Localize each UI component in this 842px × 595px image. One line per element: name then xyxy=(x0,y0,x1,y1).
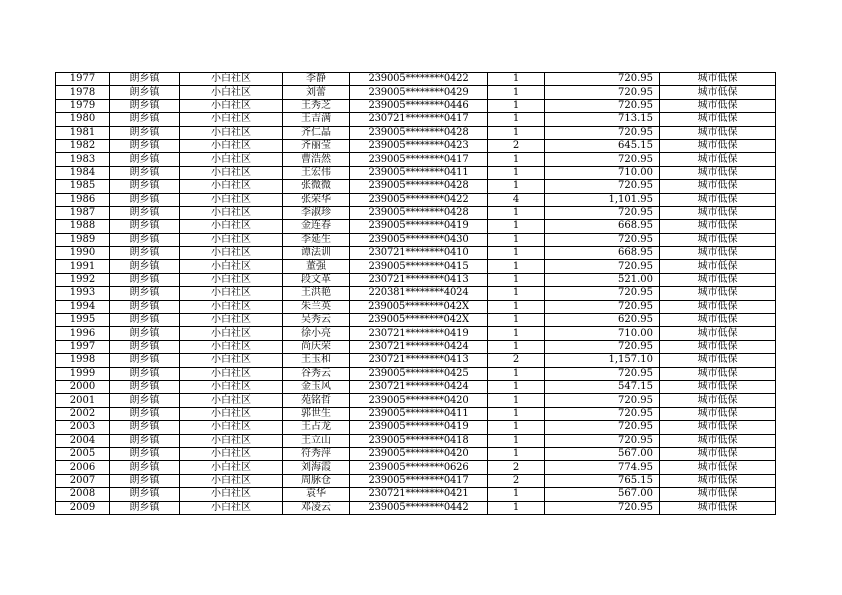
category-cell: 城市低保 xyxy=(660,407,776,420)
category-cell: 城市低保 xyxy=(660,314,776,327)
table-row xyxy=(56,434,776,447)
id-number-cell: 239005********0417 xyxy=(350,474,488,487)
community-cell: 小白社区 xyxy=(180,73,283,86)
name-cell: 尚庆荣 xyxy=(283,340,350,353)
household-size-cell: 1 xyxy=(488,153,545,166)
category-cell: 城市低保 xyxy=(660,394,776,407)
table-row xyxy=(56,99,776,112)
table-row xyxy=(56,113,776,126)
row-number: 2007 xyxy=(56,474,110,487)
name-cell: 王宏伟 xyxy=(283,166,350,179)
name-cell: 王秀芝 xyxy=(283,99,350,112)
town-cell: 朗乡镇 xyxy=(110,73,180,86)
town-cell: 朗乡镇 xyxy=(110,287,180,300)
name-cell: 王洪艳 xyxy=(283,287,350,300)
amount-cell: 720.95 xyxy=(545,434,660,447)
community-cell: 小白社区 xyxy=(180,260,283,273)
household-size-cell: 1 xyxy=(488,273,545,286)
town-cell: 朗乡镇 xyxy=(110,474,180,487)
table-row xyxy=(56,421,776,434)
table-row xyxy=(56,501,776,514)
community-cell: 小白社区 xyxy=(180,273,283,286)
town-cell: 朗乡镇 xyxy=(110,421,180,434)
amount-cell: 1,101.95 xyxy=(545,193,660,206)
id-number-cell: 239005********0422 xyxy=(350,73,488,86)
amount-cell: 774.95 xyxy=(545,461,660,474)
table-row xyxy=(56,139,776,152)
community-cell: 小白社区 xyxy=(180,434,283,447)
id-number-cell: 239005********0415 xyxy=(350,260,488,273)
community-cell: 小白社区 xyxy=(180,233,283,246)
id-number-cell: 239005********0419 xyxy=(350,421,488,434)
amount-cell: 720.95 xyxy=(545,233,660,246)
name-cell: 张微微 xyxy=(283,180,350,193)
amount-cell: 720.95 xyxy=(545,153,660,166)
category-cell: 城市低保 xyxy=(660,260,776,273)
community-cell: 小白社区 xyxy=(180,367,283,380)
table-row xyxy=(56,153,776,166)
category-cell: 城市低保 xyxy=(660,447,776,460)
household-size-cell: 1 xyxy=(488,180,545,193)
household-size-cell: 1 xyxy=(488,340,545,353)
town-cell: 朗乡镇 xyxy=(110,300,180,313)
row-number: 1998 xyxy=(56,354,110,367)
row-number: 2001 xyxy=(56,394,110,407)
household-size-cell: 1 xyxy=(488,434,545,447)
town-cell: 朗乡镇 xyxy=(110,273,180,286)
town-cell: 朗乡镇 xyxy=(110,380,180,393)
town-cell: 朗乡镇 xyxy=(110,206,180,219)
row-number: 2008 xyxy=(56,488,110,501)
town-cell: 朗乡镇 xyxy=(110,86,180,99)
id-number-cell: 220381********4024 xyxy=(350,287,488,300)
community-cell: 小白社区 xyxy=(180,461,283,474)
table-row xyxy=(56,394,776,407)
row-number: 2003 xyxy=(56,421,110,434)
household-size-cell: 1 xyxy=(488,86,545,99)
name-cell: 谭法训 xyxy=(283,247,350,260)
table-row xyxy=(56,474,776,487)
community-cell: 小白社区 xyxy=(180,447,283,460)
table-row xyxy=(56,73,776,86)
town-cell: 朗乡镇 xyxy=(110,139,180,152)
household-size-cell: 2 xyxy=(488,474,545,487)
id-number-cell: 230721********0424 xyxy=(350,380,488,393)
category-cell: 城市低保 xyxy=(660,340,776,353)
community-cell: 小白社区 xyxy=(180,300,283,313)
name-cell: 徐小亮 xyxy=(283,327,350,340)
household-size-cell: 1 xyxy=(488,314,545,327)
name-cell: 吴秀云 xyxy=(283,314,350,327)
household-size-cell: 1 xyxy=(488,73,545,86)
town-cell: 朗乡镇 xyxy=(110,447,180,460)
town-cell: 朗乡镇 xyxy=(110,367,180,380)
category-cell: 城市低保 xyxy=(660,367,776,380)
category-cell: 城市低保 xyxy=(660,220,776,233)
household-size-cell: 2 xyxy=(488,354,545,367)
row-number: 1990 xyxy=(56,247,110,260)
name-cell: 符秀萍 xyxy=(283,447,350,460)
town-cell: 朗乡镇 xyxy=(110,314,180,327)
id-number-cell: 239005********0428 xyxy=(350,180,488,193)
amount-cell: 521.00 xyxy=(545,273,660,286)
category-cell: 城市低保 xyxy=(660,73,776,86)
row-number: 1987 xyxy=(56,206,110,219)
id-number-cell: 230721********0417 xyxy=(350,113,488,126)
table-row xyxy=(56,287,776,300)
table-row xyxy=(56,126,776,139)
household-size-cell: 1 xyxy=(488,233,545,246)
name-cell: 李延生 xyxy=(283,233,350,246)
row-number: 1979 xyxy=(56,99,110,112)
id-number-cell: 239005********0446 xyxy=(350,99,488,112)
town-cell: 朗乡镇 xyxy=(110,233,180,246)
category-cell: 城市低保 xyxy=(660,327,776,340)
row-number: 2009 xyxy=(56,501,110,514)
row-number: 1991 xyxy=(56,260,110,273)
town-cell: 朗乡镇 xyxy=(110,461,180,474)
amount-cell: 710.00 xyxy=(545,166,660,179)
community-cell: 小白社区 xyxy=(180,488,283,501)
name-cell: 刘海霞 xyxy=(283,461,350,474)
id-number-cell: 239005********0442 xyxy=(350,501,488,514)
table-row xyxy=(56,354,776,367)
amount-cell: 720.95 xyxy=(545,394,660,407)
community-cell: 小白社区 xyxy=(180,354,283,367)
community-cell: 小白社区 xyxy=(180,421,283,434)
row-number: 1978 xyxy=(56,86,110,99)
category-cell: 城市低保 xyxy=(660,139,776,152)
amount-cell: 668.95 xyxy=(545,220,660,233)
id-number-cell: 239005********0423 xyxy=(350,139,488,152)
town-cell: 朗乡镇 xyxy=(110,113,180,126)
name-cell: 朱兰英 xyxy=(283,300,350,313)
community-cell: 小白社区 xyxy=(180,180,283,193)
category-cell: 城市低保 xyxy=(660,461,776,474)
id-number-cell: 230721********0424 xyxy=(350,340,488,353)
community-cell: 小白社区 xyxy=(180,166,283,179)
amount-cell: 720.95 xyxy=(545,126,660,139)
town-cell: 朗乡镇 xyxy=(110,434,180,447)
category-cell: 城市低保 xyxy=(660,380,776,393)
household-size-cell: 1 xyxy=(488,394,545,407)
category-cell: 城市低保 xyxy=(660,501,776,514)
row-number: 1993 xyxy=(56,287,110,300)
table-row xyxy=(56,233,776,246)
community-cell: 小白社区 xyxy=(180,394,283,407)
table-row xyxy=(56,180,776,193)
household-size-cell: 1 xyxy=(488,260,545,273)
id-number-cell: 239005********0430 xyxy=(350,233,488,246)
table-row xyxy=(56,314,776,327)
table-row xyxy=(56,206,776,219)
category-cell: 城市低保 xyxy=(660,153,776,166)
amount-cell: 720.95 xyxy=(545,501,660,514)
household-size-cell: 1 xyxy=(488,206,545,219)
community-cell: 小白社区 xyxy=(180,340,283,353)
category-cell: 城市低保 xyxy=(660,86,776,99)
id-number-cell: 239005********042X xyxy=(350,300,488,313)
household-size-cell: 1 xyxy=(488,501,545,514)
table-row xyxy=(56,260,776,273)
household-size-cell: 1 xyxy=(488,247,545,260)
row-number: 1985 xyxy=(56,180,110,193)
name-cell: 齐仁晶 xyxy=(283,126,350,139)
id-number-cell: 239005********0425 xyxy=(350,367,488,380)
amount-cell: 1,157.10 xyxy=(545,354,660,367)
table-row xyxy=(56,300,776,313)
household-size-cell: 1 xyxy=(488,367,545,380)
row-number: 1981 xyxy=(56,126,110,139)
household-size-cell: 2 xyxy=(488,139,545,152)
table-row xyxy=(56,367,776,380)
household-size-cell: 1 xyxy=(488,488,545,501)
table-row xyxy=(56,327,776,340)
household-size-cell: 1 xyxy=(488,113,545,126)
id-number-cell: 230721********0421 xyxy=(350,488,488,501)
name-cell: 王玉和 xyxy=(283,354,350,367)
name-cell: 张荣华 xyxy=(283,193,350,206)
category-cell: 城市低保 xyxy=(660,488,776,501)
name-cell: 董强 xyxy=(283,260,350,273)
town-cell: 朗乡镇 xyxy=(110,394,180,407)
community-cell: 小白社区 xyxy=(180,247,283,260)
amount-cell: 720.95 xyxy=(545,73,660,86)
household-size-cell: 4 xyxy=(488,193,545,206)
row-number: 1999 xyxy=(56,367,110,380)
category-cell: 城市低保 xyxy=(660,421,776,434)
id-number-cell: 239005********0428 xyxy=(350,206,488,219)
community-cell: 小白社区 xyxy=(180,287,283,300)
name-cell: 邓凌云 xyxy=(283,501,350,514)
household-size-cell: 2 xyxy=(488,461,545,474)
id-number-cell: 239005********0626 xyxy=(350,461,488,474)
town-cell: 朗乡镇 xyxy=(110,166,180,179)
community-cell: 小白社区 xyxy=(180,193,283,206)
table-row xyxy=(56,447,776,460)
town-cell: 朗乡镇 xyxy=(110,126,180,139)
amount-cell: 720.95 xyxy=(545,86,660,99)
row-number: 1997 xyxy=(56,340,110,353)
name-cell: 王吉满 xyxy=(283,113,350,126)
category-cell: 城市低保 xyxy=(660,206,776,219)
household-size-cell: 1 xyxy=(488,447,545,460)
household-size-cell: 1 xyxy=(488,166,545,179)
community-cell: 小白社区 xyxy=(180,153,283,166)
town-cell: 朗乡镇 xyxy=(110,180,180,193)
amount-cell: 645.15 xyxy=(545,139,660,152)
category-cell: 城市低保 xyxy=(660,273,776,286)
table-row xyxy=(56,193,776,206)
household-size-cell: 1 xyxy=(488,327,545,340)
name-cell: 王占龙 xyxy=(283,421,350,434)
category-cell: 城市低保 xyxy=(660,126,776,139)
amount-cell: 720.95 xyxy=(545,260,660,273)
town-cell: 朗乡镇 xyxy=(110,488,180,501)
community-cell: 小白社区 xyxy=(180,206,283,219)
row-number: 2000 xyxy=(56,380,110,393)
name-cell: 郭世生 xyxy=(283,407,350,420)
town-cell: 朗乡镇 xyxy=(110,247,180,260)
row-number: 1980 xyxy=(56,113,110,126)
row-number: 1984 xyxy=(56,166,110,179)
table-row xyxy=(56,166,776,179)
row-number: 1988 xyxy=(56,220,110,233)
category-cell: 城市低保 xyxy=(660,180,776,193)
row-number: 2005 xyxy=(56,447,110,460)
name-cell: 曹浩然 xyxy=(283,153,350,166)
category-cell: 城市低保 xyxy=(660,193,776,206)
amount-cell: 710.00 xyxy=(545,327,660,340)
category-cell: 城市低保 xyxy=(660,233,776,246)
row-number: 2006 xyxy=(56,461,110,474)
id-number-cell: 239005********0420 xyxy=(350,394,488,407)
id-number-cell: 239005********0429 xyxy=(350,86,488,99)
community-cell: 小白社区 xyxy=(180,113,283,126)
table-row xyxy=(56,488,776,501)
town-cell: 朗乡镇 xyxy=(110,260,180,273)
name-cell: 段文革 xyxy=(283,273,350,286)
row-number: 1983 xyxy=(56,153,110,166)
community-cell: 小白社区 xyxy=(180,126,283,139)
town-cell: 朗乡镇 xyxy=(110,99,180,112)
household-size-cell: 1 xyxy=(488,407,545,420)
community-cell: 小白社区 xyxy=(180,407,283,420)
town-cell: 朗乡镇 xyxy=(110,354,180,367)
household-size-cell: 1 xyxy=(488,380,545,393)
id-number-cell: 239005********0411 xyxy=(350,166,488,179)
table-row xyxy=(56,340,776,353)
household-size-cell: 1 xyxy=(488,287,545,300)
category-cell: 城市低保 xyxy=(660,99,776,112)
amount-cell: 567.00 xyxy=(545,447,660,460)
community-cell: 小白社区 xyxy=(180,380,283,393)
amount-cell: 547.15 xyxy=(545,380,660,393)
name-cell: 王立山 xyxy=(283,434,350,447)
amount-cell: 668.95 xyxy=(545,247,660,260)
amount-cell: 765.15 xyxy=(545,474,660,487)
name-cell: 谷秀云 xyxy=(283,367,350,380)
name-cell: 金玉风 xyxy=(283,380,350,393)
beneficiary-table xyxy=(55,72,776,515)
name-cell: 袁华 xyxy=(283,488,350,501)
id-number-cell: 239005********0428 xyxy=(350,126,488,139)
row-number: 1996 xyxy=(56,327,110,340)
town-cell: 朗乡镇 xyxy=(110,501,180,514)
household-size-cell: 1 xyxy=(488,126,545,139)
category-cell: 城市低保 xyxy=(660,247,776,260)
id-number-cell: 230721********0410 xyxy=(350,247,488,260)
table-row xyxy=(56,273,776,286)
amount-cell: 720.95 xyxy=(545,340,660,353)
category-cell: 城市低保 xyxy=(660,434,776,447)
amount-cell: 720.95 xyxy=(545,287,660,300)
id-number-cell: 239005********0417 xyxy=(350,153,488,166)
id-number-cell: 239005********0420 xyxy=(350,447,488,460)
name-cell: 周脉仓 xyxy=(283,474,350,487)
category-cell: 城市低保 xyxy=(660,354,776,367)
name-cell: 苑铭哲 xyxy=(283,394,350,407)
table-row xyxy=(56,461,776,474)
town-cell: 朗乡镇 xyxy=(110,220,180,233)
row-number: 1982 xyxy=(56,139,110,152)
row-number: 1994 xyxy=(56,300,110,313)
amount-cell: 713.15 xyxy=(545,113,660,126)
table-row xyxy=(56,220,776,233)
row-number: 1986 xyxy=(56,193,110,206)
household-size-cell: 1 xyxy=(488,99,545,112)
town-cell: 朗乡镇 xyxy=(110,153,180,166)
town-cell: 朗乡镇 xyxy=(110,407,180,420)
row-number: 1995 xyxy=(56,314,110,327)
community-cell: 小白社区 xyxy=(180,99,283,112)
community-cell: 小白社区 xyxy=(180,314,283,327)
id-number-cell: 230721********0419 xyxy=(350,327,488,340)
row-number: 1992 xyxy=(56,273,110,286)
name-cell: 刘蕾 xyxy=(283,86,350,99)
community-cell: 小白社区 xyxy=(180,86,283,99)
row-number: 1977 xyxy=(56,73,110,86)
community-cell: 小白社区 xyxy=(180,501,283,514)
household-size-cell: 1 xyxy=(488,220,545,233)
community-cell: 小白社区 xyxy=(180,220,283,233)
name-cell: 李静 xyxy=(283,73,350,86)
table-row xyxy=(56,407,776,420)
amount-cell: 720.95 xyxy=(545,180,660,193)
town-cell: 朗乡镇 xyxy=(110,327,180,340)
category-cell: 城市低保 xyxy=(660,166,776,179)
row-number: 1989 xyxy=(56,233,110,246)
id-number-cell: 239005********0418 xyxy=(350,434,488,447)
category-cell: 城市低保 xyxy=(660,287,776,300)
category-cell: 城市低保 xyxy=(660,474,776,487)
name-cell: 齐丽莹 xyxy=(283,139,350,152)
id-number-cell: 230721********0413 xyxy=(350,354,488,367)
name-cell: 金连春 xyxy=(283,220,350,233)
id-number-cell: 230721********0413 xyxy=(350,273,488,286)
town-cell: 朗乡镇 xyxy=(110,340,180,353)
amount-cell: 720.95 xyxy=(545,206,660,219)
amount-cell: 720.95 xyxy=(545,367,660,380)
id-number-cell: 239005********0422 xyxy=(350,193,488,206)
id-number-cell: 239005********0419 xyxy=(350,220,488,233)
household-size-cell: 1 xyxy=(488,300,545,313)
amount-cell: 720.95 xyxy=(545,99,660,112)
table-row xyxy=(56,380,776,393)
table-row xyxy=(56,86,776,99)
household-size-cell: 1 xyxy=(488,421,545,434)
row-number: 2004 xyxy=(56,434,110,447)
amount-cell: 720.95 xyxy=(545,407,660,420)
amount-cell: 620.95 xyxy=(545,314,660,327)
community-cell: 小白社区 xyxy=(180,474,283,487)
table-row xyxy=(56,247,776,260)
id-number-cell: 239005********042X xyxy=(350,314,488,327)
community-cell: 小白社区 xyxy=(180,327,283,340)
category-cell: 城市低保 xyxy=(660,300,776,313)
community-cell: 小白社区 xyxy=(180,139,283,152)
row-number: 2002 xyxy=(56,407,110,420)
id-number-cell: 239005********0411 xyxy=(350,407,488,420)
amount-cell: 720.95 xyxy=(545,421,660,434)
name-cell: 李淑珍 xyxy=(283,206,350,219)
amount-cell: 720.95 xyxy=(545,300,660,313)
town-cell: 朗乡镇 xyxy=(110,193,180,206)
category-cell: 城市低保 xyxy=(660,113,776,126)
amount-cell: 567.00 xyxy=(545,488,660,501)
